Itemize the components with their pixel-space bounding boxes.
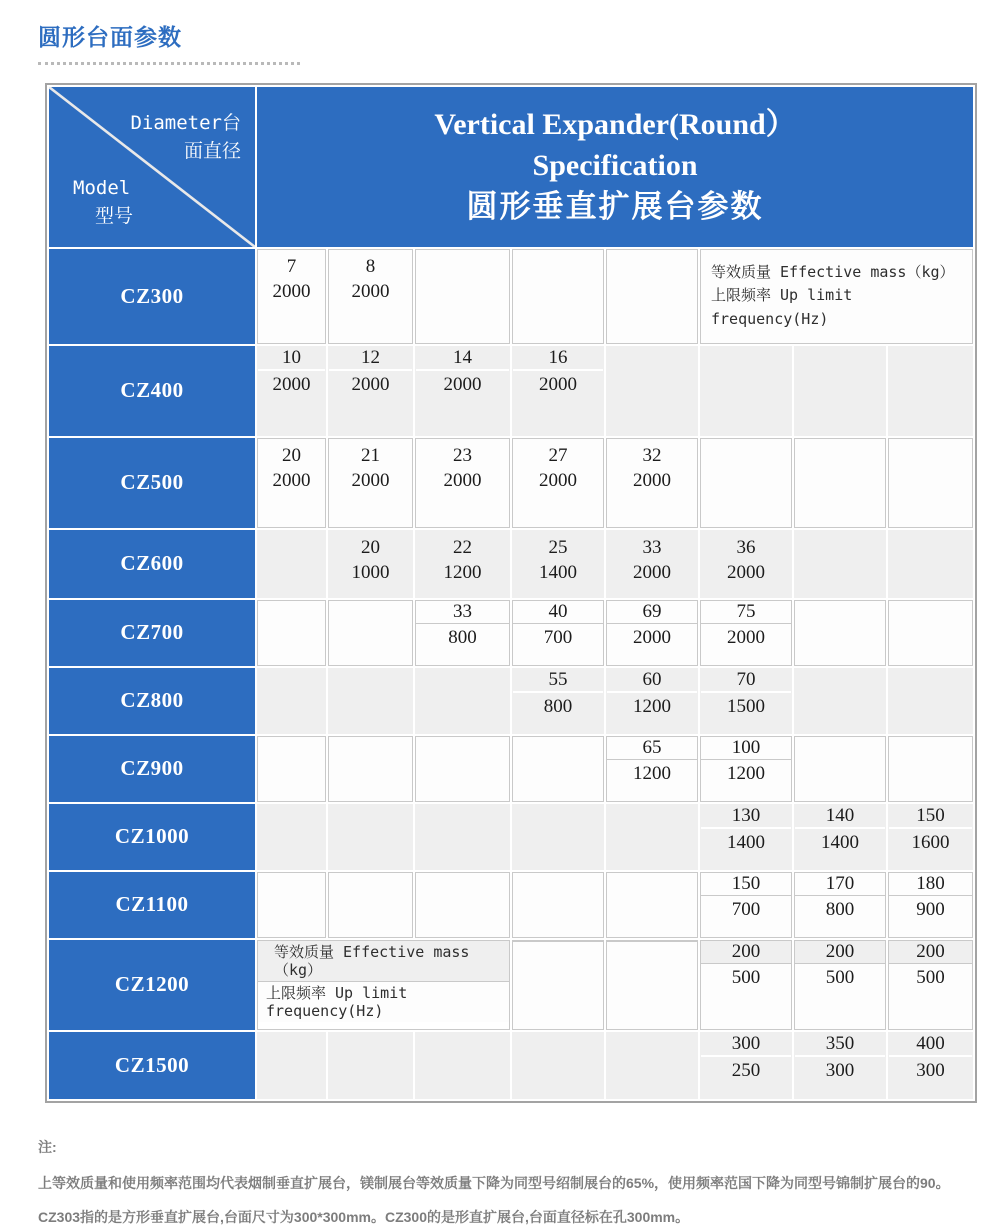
empty-cell <box>606 872 698 938</box>
empty-cell <box>888 346 973 436</box>
value-cell <box>700 940 792 1030</box>
mass-value: 8 <box>365 255 376 277</box>
empty-cell <box>328 736 413 802</box>
mass-value: 200 <box>701 941 791 964</box>
empty-cell <box>415 804 510 870</box>
value-cell <box>328 249 413 344</box>
mass-value: 14 <box>416 347 509 371</box>
frequency-value: 2000 <box>351 280 390 302</box>
mass-value: 10 <box>258 347 325 371</box>
mass-value: 7 <box>286 255 297 277</box>
value-cell <box>794 872 886 938</box>
value-cell <box>606 600 698 666</box>
page-title: 圆形台面参数 <box>38 24 182 50</box>
model-cell: CZ400 <box>49 346 255 436</box>
frequency-value: 300 <box>916 1059 945 1081</box>
mass-value: 180 <box>889 873 972 896</box>
frequency-value: 2000 <box>633 561 671 583</box>
model-cell: CZ600 <box>49 530 255 598</box>
empty-cell <box>257 872 326 938</box>
frequency-value: 2000 <box>633 626 671 648</box>
model-cell: CZ300 <box>49 249 255 344</box>
empty-cell <box>888 530 973 598</box>
empty-cell <box>888 736 973 802</box>
value-cell <box>794 804 886 870</box>
model-cell: CZ1000 <box>49 804 255 870</box>
mass-value: 36 <box>736 536 756 558</box>
empty-cell <box>700 346 792 436</box>
value-cell <box>606 668 698 734</box>
model-cell: CZ800 <box>49 668 255 734</box>
mass-value: 23 <box>453 444 472 466</box>
mass-value: 20 <box>361 536 380 558</box>
model-cell: CZ1100 <box>49 872 255 938</box>
footnote-line-1: 上等效质量和使用频率范围均代表烟制垂直扩展台，镁制展台等效质量下降为同型号绍制展台的65%，使用频率范国下降为同型号锦制扩展台的90。 <box>38 1174 950 1191</box>
empty-cell <box>700 438 792 528</box>
frequency-value: 800 <box>543 695 573 717</box>
empty-cell <box>606 804 698 870</box>
value-cell <box>512 438 604 528</box>
mass-value: 60 <box>607 669 697 693</box>
mass-value: 130 <box>701 805 791 829</box>
mass-value: 32 <box>642 444 662 466</box>
corner-header-cell <box>49 87 255 247</box>
mass-value: 69 <box>607 601 697 624</box>
mass-value: 200 <box>889 941 972 964</box>
frequency-value: 1400 <box>539 561 577 583</box>
empty-cell <box>512 736 604 802</box>
value-cell <box>512 668 604 734</box>
empty-cell <box>888 668 973 734</box>
frequency-value: 900 <box>916 898 945 920</box>
value-cell <box>700 804 792 870</box>
frequency-value: 1200 <box>633 762 671 784</box>
frequency-value: 1400 <box>821 831 859 853</box>
empty-cell <box>415 736 510 802</box>
value-cell <box>794 940 886 1030</box>
frequency-value: 2000 <box>539 469 577 491</box>
empty-cell <box>328 1032 413 1099</box>
value-cell <box>257 346 326 436</box>
table-title-cell <box>257 87 973 247</box>
value-cell <box>415 530 510 598</box>
mass-value: 100 <box>701 737 791 760</box>
value-cell <box>512 530 604 598</box>
value-cell <box>415 346 510 436</box>
value-cell <box>606 438 698 528</box>
empty-cell <box>794 438 886 528</box>
value-cell <box>415 438 510 528</box>
table-title-en-1: Vertical Expander(Round） <box>434 108 796 142</box>
frequency-value <box>513 942 603 945</box>
frequency-value: 300 <box>825 1059 855 1081</box>
empty-cell <box>888 438 973 528</box>
empty-cell <box>512 872 604 938</box>
mass-value: 350 <box>795 1033 885 1057</box>
empty-cell <box>512 940 604 1030</box>
footnotes <box>38 1137 962 1228</box>
footnote-line-2: CZ303指的是方形垂直扩展台,台面尺寸为300*300mm。CZ300的是形直扩展台,台面直径标在孔300mm。 <box>38 1209 690 1226</box>
frequency-value <box>607 942 697 945</box>
frequency-value: 700 <box>731 898 761 920</box>
frequency-value: 2000 <box>727 626 765 648</box>
frequency-value: 2000 <box>272 373 311 395</box>
empty-cell <box>415 249 510 344</box>
frequency-value: 250 <box>731 1059 761 1081</box>
mass-value: 170 <box>795 873 885 896</box>
model-axis-label: Model 型号 <box>73 176 134 228</box>
mass-value: 400 <box>889 1033 972 1057</box>
empty-cell <box>257 736 326 802</box>
frequency-value: 800 <box>825 898 855 920</box>
frequency-value: 1200 <box>443 561 482 583</box>
value-cell <box>328 530 413 598</box>
value-cell <box>415 600 510 666</box>
value-cell <box>606 530 698 598</box>
empty-cell <box>512 249 604 344</box>
mass-value: 27 <box>548 444 568 466</box>
mass-value: 65 <box>607 737 697 760</box>
mass-value: 75 <box>701 601 791 624</box>
frequency-value: 1600 <box>911 831 950 853</box>
value-cell <box>700 1032 792 1099</box>
frequency-value: 800 <box>448 626 477 648</box>
empty-cell <box>794 346 886 436</box>
value-cell <box>888 1032 973 1099</box>
frequency-value: 500 <box>889 964 972 989</box>
empty-cell <box>328 804 413 870</box>
spec-table <box>45 83 977 1103</box>
value-cell <box>700 530 792 598</box>
empty-cell <box>794 736 886 802</box>
mass-value: 150 <box>889 805 972 829</box>
footnote-label: 注: <box>38 1138 57 1155</box>
mass-value: 12 <box>329 347 412 371</box>
frequency-value: 2000 <box>443 469 482 491</box>
model-cell: CZ1500 <box>49 1032 255 1099</box>
empty-cell <box>257 668 326 734</box>
value-cell <box>888 804 973 870</box>
value-cell <box>328 346 413 436</box>
value-cell <box>888 872 973 938</box>
empty-cell <box>888 600 973 666</box>
mass-value: 40 <box>513 601 603 624</box>
empty-cell <box>257 804 326 870</box>
empty-cell <box>512 804 604 870</box>
table-title-cn: 圆形垂直扩展台参数 <box>466 189 764 225</box>
model-cell: CZ500 <box>49 438 255 528</box>
model-cell: CZ1200 <box>49 940 255 1030</box>
mass-value: 25 <box>548 536 568 558</box>
frequency-value: 2000 <box>351 373 390 395</box>
empty-cell <box>794 668 886 734</box>
mass-value: 22 <box>453 536 472 558</box>
mass-value: 33 <box>416 601 509 624</box>
mass-value: 55 <box>513 669 603 693</box>
effective-mass-label: 等效质量 Effective mass （kg） <box>258 941 509 982</box>
mass-value: 20 <box>282 444 301 466</box>
diameter-axis-label: Diameter台 面直径 <box>130 111 241 163</box>
frequency-value: 2000 <box>272 469 311 491</box>
empty-cell <box>794 530 886 598</box>
empty-cell <box>257 1032 326 1099</box>
empty-cell <box>328 600 413 666</box>
table-title-en-2: Specification <box>532 148 698 182</box>
empty-cell <box>257 530 326 598</box>
title-dotted-divider <box>38 62 300 65</box>
model-cell: CZ900 <box>49 736 255 802</box>
mass-value: 140 <box>795 805 885 829</box>
frequency-value: 700 <box>543 626 573 648</box>
frequency-value: 2000 <box>539 373 577 395</box>
value-cell <box>700 872 792 938</box>
frequency-value: 1400 <box>727 831 765 853</box>
value-cell <box>700 668 792 734</box>
empty-cell <box>328 872 413 938</box>
empty-cell <box>415 668 510 734</box>
frequency-value: 1200 <box>727 762 765 784</box>
value-cell <box>257 249 326 344</box>
value-cell <box>606 736 698 802</box>
value-cell <box>700 736 792 802</box>
value-cell <box>257 438 326 528</box>
empty-cell <box>606 249 698 344</box>
empty-cell <box>257 600 326 666</box>
empty-cell <box>606 940 698 1030</box>
mass-value: 33 <box>642 536 662 558</box>
value-cell <box>512 600 604 666</box>
value-cell <box>328 438 413 528</box>
frequency-value: 2000 <box>633 469 671 491</box>
empty-cell <box>512 1032 604 1099</box>
unit-note-cell: 等效质量 Effective mass（kg） 上限频率 Up limit frequency(Hz) <box>700 249 973 344</box>
frequency-value: 2000 <box>351 469 390 491</box>
frequency-value: 1200 <box>633 695 671 717</box>
mass-value: 300 <box>701 1033 791 1057</box>
mass-value: 21 <box>361 444 380 466</box>
frequency-value: 1500 <box>727 695 765 717</box>
empty-cell <box>794 600 886 666</box>
frequency-value: 2000 <box>443 373 482 395</box>
mass-value: 150 <box>701 873 791 896</box>
value-cell <box>512 346 604 436</box>
value-cell <box>700 600 792 666</box>
empty-cell <box>415 1032 510 1099</box>
up-limit-frequency-label: 上限频率 Up limit frequency(Hz) <box>258 982 509 1022</box>
empty-cell <box>328 668 413 734</box>
mass-value: 70 <box>701 669 791 693</box>
empty-cell <box>415 872 510 938</box>
model-cell: CZ700 <box>49 600 255 666</box>
frequency-value: 500 <box>795 964 885 989</box>
row-labels-cell <box>257 940 510 1030</box>
value-cell <box>888 940 973 1030</box>
frequency-value: 500 <box>701 964 791 989</box>
empty-cell <box>606 346 698 436</box>
mass-value: 200 <box>795 941 885 964</box>
mass-value: 16 <box>513 347 603 371</box>
frequency-value: 1000 <box>351 561 390 583</box>
value-cell <box>794 1032 886 1099</box>
empty-cell <box>606 1032 698 1099</box>
frequency-value: 2000 <box>272 280 311 302</box>
frequency-value: 2000 <box>727 561 765 583</box>
